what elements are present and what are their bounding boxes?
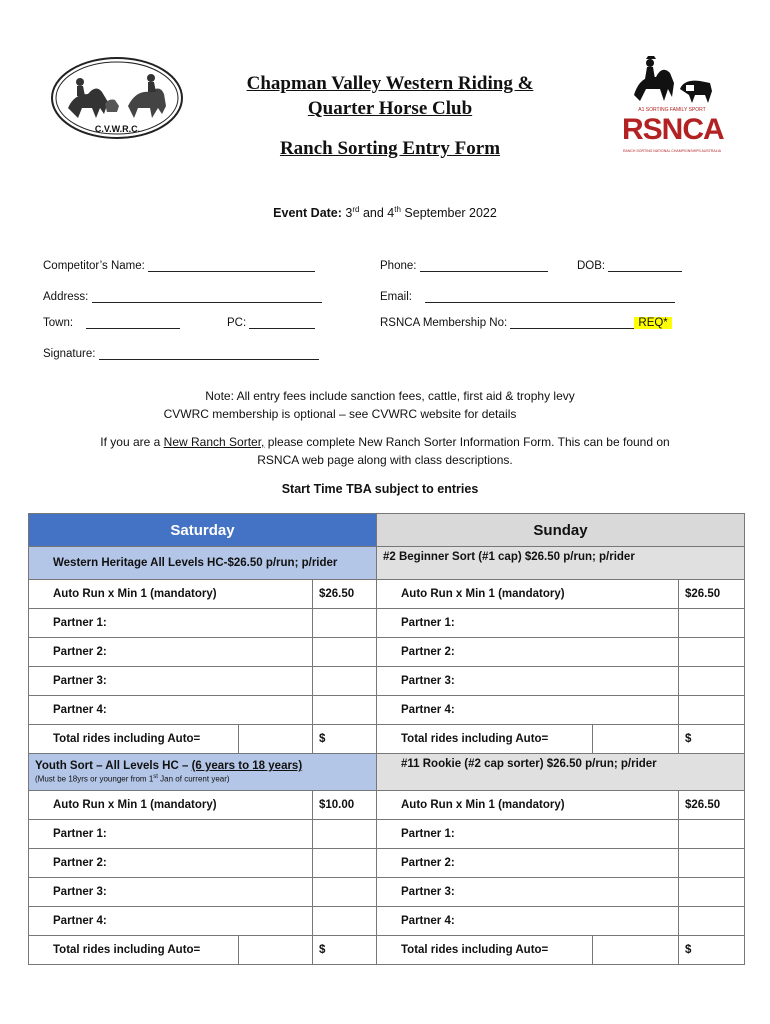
- table-row: [29, 638, 745, 667]
- table-row: [29, 878, 745, 907]
- rsnca-logo-text: RSNCA: [622, 113, 724, 146]
- sat-class1-header: Western Heritage All Levels HC-$26.50 p/run; p/rider: [29, 547, 377, 580]
- sat2-total-label: Total rides including Auto=: [29, 936, 239, 965]
- pc-field[interactable]: [227, 316, 315, 329]
- sun-partner3-amt[interactable]: [679, 667, 745, 696]
- entry-table: [28, 513, 745, 965]
- sat2-partner1[interactable]: Partner 1:: [29, 820, 313, 849]
- pc-line[interactable]: [249, 316, 315, 329]
- sat2-total-input[interactable]: [239, 936, 313, 965]
- phone-label: Phone:: [380, 260, 417, 272]
- membership-label: RSNCA Membership No:: [380, 317, 508, 329]
- sun2-total-input[interactable]: [593, 936, 679, 965]
- event-date: [0, 205, 770, 220]
- sun2-partner2-amt[interactable]: [679, 849, 745, 878]
- phone-field[interactable]: [380, 259, 548, 272]
- youth-note-b: Jan of current year): [157, 774, 230, 784]
- note-membership: CVWRC membership is optional – see CVWRC website for details: [163, 407, 517, 421]
- sun2-partner3[interactable]: Partner 3:: [377, 878, 679, 907]
- event-and: and 4: [359, 206, 395, 221]
- table-row: [29, 936, 745, 965]
- sat2-total-dollar[interactable]: $: [313, 936, 377, 965]
- sun2-total-label: Total rides including Auto=: [377, 936, 593, 965]
- signature-field[interactable]: [43, 347, 319, 360]
- sun-partner1[interactable]: Partner 1:: [377, 609, 679, 638]
- start-time: Start Time TBA subject to entries: [281, 482, 479, 496]
- email-label: Email:: [380, 291, 412, 303]
- sun2-partner2[interactable]: Partner 2:: [377, 849, 679, 878]
- sun-partner4[interactable]: Partner 4:: [377, 696, 679, 725]
- sun2-partner3-amt[interactable]: [679, 878, 745, 907]
- dob-label: DOB:: [577, 260, 606, 272]
- saturday-header: Saturday: [29, 514, 377, 547]
- youth-note-a: (Must be 18yrs or younger from 1: [35, 774, 154, 784]
- sun-partner1-amt[interactable]: [679, 609, 745, 638]
- sat2-partner3[interactable]: Partner 3:: [29, 878, 313, 907]
- email-line[interactable]: [425, 290, 675, 303]
- sat-partner4-amt[interactable]: [313, 696, 377, 725]
- sat2-auto-fee: $10.00: [313, 791, 377, 820]
- sat2-partner3-amt[interactable]: [313, 878, 377, 907]
- sat2-auto-run: Auto Run x Min 1 (mandatory): [29, 791, 313, 820]
- dob-line[interactable]: [608, 259, 682, 272]
- sat-partner1[interactable]: Partner 1:: [29, 609, 313, 638]
- rsnca-logo-subtext: RANCH SORTING NATIONAL CHAMPIONSHIPS AUSTRALIA: [623, 149, 721, 153]
- sun-total-label: Total rides including Auto=: [377, 725, 593, 754]
- sun-class2-header: #11 Rookie (#2 cap sorter) $26.50 p/run; p/rider: [377, 754, 745, 791]
- event-rest: September 2022: [400, 206, 497, 221]
- membership-field[interactable]: [380, 316, 672, 329]
- sun2-partner4-amt[interactable]: [679, 907, 745, 936]
- club-title-line1: Chapman Valley Western Riding &: [246, 73, 534, 94]
- sat-partner2-amt[interactable]: [313, 638, 377, 667]
- competitor-name-field[interactable]: [43, 259, 315, 272]
- sat-partner1-amt[interactable]: [313, 609, 377, 638]
- email-field[interactable]: [380, 290, 675, 303]
- sat-partner3-amt[interactable]: [313, 667, 377, 696]
- rsnca-logo: [622, 55, 722, 160]
- youth-sort-ages: (6 years to 18 years): [191, 760, 303, 773]
- town-field[interactable]: [43, 316, 180, 329]
- signature-label: Signature:: [43, 348, 96, 360]
- pc-label: PC:: [227, 317, 247, 329]
- cvwrc-logo-text: C.V.W.R.C.: [94, 124, 141, 134]
- sat-partner2[interactable]: Partner 2:: [29, 638, 313, 667]
- town-label: Town:: [43, 317, 74, 329]
- sun2-auto-run: Auto Run x Min 1 (mandatory): [377, 791, 679, 820]
- sun-partner4-amt[interactable]: [679, 696, 745, 725]
- event-sup2: th: [394, 205, 401, 214]
- new-ranch-sorter-note-line2: RSNCA web page along with class descriptions.: [257, 453, 513, 467]
- address-field[interactable]: [43, 290, 322, 303]
- town-line[interactable]: [86, 316, 180, 329]
- address-label: Address:: [43, 291, 89, 303]
- sat2-partner1-amt[interactable]: [313, 820, 377, 849]
- req-marker: REQ*: [634, 317, 671, 329]
- note-fees: Note: All entry fees include sanction fees, cattle, first aid & trophy levy: [205, 389, 575, 403]
- sun-total-dollar[interactable]: $: [679, 725, 745, 754]
- form-title: Ranch Sorting Entry Form: [279, 138, 501, 159]
- new-ranch-sorter-note: [0, 435, 770, 449]
- sun2-total-dollar[interactable]: $: [679, 936, 745, 965]
- address-line[interactable]: [92, 290, 322, 303]
- sun2-auto-fee: $26.50: [679, 791, 745, 820]
- sat2-partner4-amt[interactable]: [313, 907, 377, 936]
- competitor-name-line[interactable]: [148, 259, 315, 272]
- sat-total-label: Total rides including Auto=: [29, 725, 239, 754]
- phone-line[interactable]: [420, 259, 548, 272]
- table-row: [29, 849, 745, 878]
- membership-line[interactable]: [510, 316, 634, 329]
- nrs-post: please complete New Ranch Sorter Information Form. This can be found on: [264, 435, 670, 449]
- cvwrc-logo: [50, 56, 185, 141]
- sunday-header: Sunday: [377, 514, 745, 547]
- table-row: [29, 820, 745, 849]
- sun-auto-fee: $26.50: [679, 580, 745, 609]
- sun-partner2[interactable]: Partner 2:: [377, 638, 679, 667]
- dob-field[interactable]: [577, 259, 682, 272]
- table-row: [29, 580, 745, 609]
- table-row: [29, 791, 745, 820]
- youth-note-sup: st: [153, 774, 158, 781]
- sat-partner3[interactable]: Partner 3:: [29, 667, 313, 696]
- table-row: [29, 725, 745, 754]
- signature-line[interactable]: [99, 347, 319, 360]
- sat-class2-header: [29, 754, 377, 791]
- youth-sort-title: Youth Sort – All Levels HC –: [35, 760, 192, 773]
- sat-total-input[interactable]: [239, 725, 313, 754]
- sun-total-input[interactable]: [593, 725, 679, 754]
- sun-partner2-amt[interactable]: [679, 638, 745, 667]
- rsnca-logo-tagline: A1 SORTING FAMILY SPORT: [638, 107, 706, 113]
- competitor-name-label: Competitor’s Name:: [43, 260, 145, 272]
- sat2-partner2[interactable]: Partner 2:: [29, 849, 313, 878]
- table-row: [29, 907, 745, 936]
- sun-partner3[interactable]: Partner 3:: [377, 667, 679, 696]
- table-row: [29, 667, 745, 696]
- new-ranch-sorter-link[interactable]: New Ranch Sorter,: [163, 435, 265, 449]
- table-row: [29, 609, 745, 638]
- sat-total-dollar[interactable]: $: [313, 725, 377, 754]
- sun-class1-header: #2 Beginner Sort (#1 cap) $26.50 p/run; p/rider: [377, 547, 745, 580]
- sun2-partner1[interactable]: Partner 1:: [377, 820, 679, 849]
- sat-auto-run: Auto Run x Min 1 (mandatory): [29, 580, 313, 609]
- sun2-partner4[interactable]: Partner 4:: [377, 907, 679, 936]
- sun2-partner1-amt[interactable]: [679, 820, 745, 849]
- sat-auto-fee: $26.50: [313, 580, 377, 609]
- table-row: [29, 696, 745, 725]
- event-date-label: Event Date:: [273, 206, 342, 221]
- sat2-partner4[interactable]: Partner 4:: [29, 907, 313, 936]
- youth-sort-note: [35, 774, 376, 784]
- nrs-pre: If you are a: [100, 435, 164, 449]
- event-sup1: rd: [352, 205, 360, 214]
- club-title-line2: Quarter Horse Club: [307, 98, 473, 119]
- sat2-partner2-amt[interactable]: [313, 849, 377, 878]
- sat-partner4[interactable]: Partner 4:: [29, 696, 313, 725]
- sun-auto-run: Auto Run x Min 1 (mandatory): [377, 580, 679, 609]
- event-day1: 3: [345, 206, 353, 221]
